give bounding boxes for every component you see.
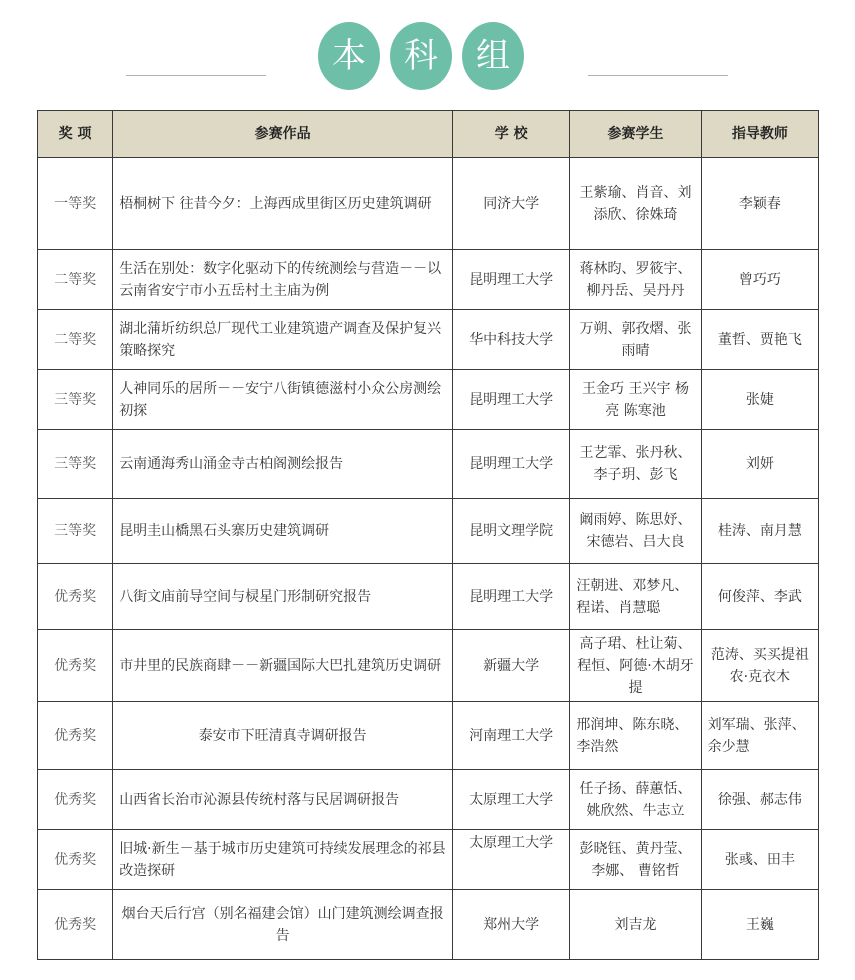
students-cell: 高子珺、杜让菊、程恒、阿德·木胡牙提 (570, 630, 701, 702)
table-row (38, 564, 819, 630)
col-header-school: 学 校 (453, 111, 570, 158)
table-row (38, 158, 819, 250)
table-row (38, 890, 819, 960)
awards-table (37, 110, 819, 960)
award-cell: 优秀奖 (38, 630, 113, 702)
award-cell: 优秀奖 (38, 770, 113, 830)
teacher-cell: 董哲、贾艳飞 (701, 310, 818, 370)
students-cell: 王紫瑜、肖音、刘添欣、徐姝琦 (570, 158, 701, 250)
students-cell: 王金巧 王兴宇 杨亮 陈寒池 (570, 370, 701, 430)
school-cell: 昆明文理学院 (453, 499, 570, 564)
table-row (38, 310, 819, 370)
work-cell: 人神同乐的居所－－安宁八街镇德滋村小众公房测绘初探 (113, 370, 453, 430)
school-cell: 新疆大学 (453, 630, 570, 702)
teacher-cell: 桂涛、南月慧 (701, 499, 818, 564)
teacher-cell: 范涛、买买提祖农·克衣木 (701, 630, 818, 702)
col-header-students: 参赛学生 (570, 111, 701, 158)
award-cell: 优秀奖 (38, 564, 113, 630)
school-cell: 郑州大学 (453, 890, 570, 960)
school-cell: 昆明理工大学 (453, 564, 570, 630)
table-row (38, 499, 819, 564)
students-cell: 万朔、郭孜熠、张雨晴 (570, 310, 701, 370)
work-cell: 泰安市下旺清真寺调研报告 (113, 702, 453, 770)
students-cell: 汪朝进、邓梦凡、程诺、肖慧聪 (570, 564, 701, 630)
work-cell: 八街文庙前导空间与棂星门形制研究报告 (113, 564, 453, 630)
title-divider-left (126, 75, 266, 76)
school-cell: 太原理工大学 (453, 770, 570, 830)
school-cell: 昆明理工大学 (453, 250, 570, 310)
award-cell: 优秀奖 (38, 890, 113, 960)
students-cell: 阚雨婷、陈思妤、宋德岩、吕大良 (570, 499, 701, 564)
school-cell: 昆明理工大学 (453, 370, 570, 430)
students-cell: 王艺霏、张丹秋、李子玥、彭飞 (570, 430, 701, 499)
col-header-award: 奖 项 (38, 111, 113, 158)
title-badges (318, 22, 524, 90)
table-row (38, 770, 819, 830)
table-header-row (38, 111, 819, 158)
teacher-cell: 徐强、郝志伟 (701, 770, 818, 830)
teacher-cell: 张彧、田丰 (701, 830, 818, 890)
title-badge-3: 组 (462, 22, 524, 90)
work-cell: 山西省长治市沁源县传统村落与民居调研报告 (113, 770, 453, 830)
school-cell: 河南理工大学 (453, 702, 570, 770)
students-cell: 彭晓钰、黄丹莹、李娜、 曹铭哲 (570, 830, 701, 890)
work-cell: 梧桐树下 往昔今夕：上海西成里街区历史建筑调研 (113, 158, 453, 250)
work-cell: 云南通海秀山涌金寺古柏阁测绘报告 (113, 430, 453, 499)
award-cell: 三等奖 (38, 370, 113, 430)
teacher-cell: 刘妍 (701, 430, 818, 499)
work-cell: 旧城·新生－基于城市历史建筑可持续发展理念的祁县改造探研 (113, 830, 453, 890)
students-cell: 邢润坤、陈东晓、李浩然 (570, 702, 701, 770)
teacher-cell: 何俊萍、李武 (701, 564, 818, 630)
award-cell: 二等奖 (38, 250, 113, 310)
section-title (0, 22, 855, 92)
award-cell: 一等奖 (38, 158, 113, 250)
table-row (38, 630, 819, 702)
teacher-cell: 张婕 (701, 370, 818, 430)
school-cell: 太原理工大学 (453, 830, 570, 890)
school-cell: 同济大学 (453, 158, 570, 250)
students-cell: 蒋林昀、罗筱宇、柳丹岳、吴丹丹 (570, 250, 701, 310)
work-cell: 昆明圭山橋黑石头寨历史建筑调研 (113, 499, 453, 564)
school-cell: 昆明理工大学 (453, 430, 570, 499)
col-header-teacher: 指导教师 (701, 111, 818, 158)
award-cell: 优秀奖 (38, 830, 113, 890)
title-divider-right (588, 75, 728, 76)
award-cell: 三等奖 (38, 430, 113, 499)
teacher-cell: 刘军瑞、张萍、余少慧 (701, 702, 818, 770)
title-badge-2: 科 (390, 22, 452, 90)
table-row (38, 370, 819, 430)
work-cell: 生活在别处：数字化驱动下的传统测绘与营造－－以云南省安宁市小五岳村土主庙为例 (113, 250, 453, 310)
teacher-cell: 曾巧巧 (701, 250, 818, 310)
table-row (38, 430, 819, 499)
table-row (38, 250, 819, 310)
award-cell: 优秀奖 (38, 702, 113, 770)
work-cell: 市井里的民族商肆－－新疆国际大巴扎建筑历史调研 (113, 630, 453, 702)
title-badge-1: 本 (318, 22, 380, 90)
school-cell: 华中科技大学 (453, 310, 570, 370)
students-cell: 刘吉龙 (570, 890, 701, 960)
students-cell: 任子扬、薛蕙恬、姚欣然、牛志立 (570, 770, 701, 830)
teacher-cell: 王巍 (701, 890, 818, 960)
award-cell: 三等奖 (38, 499, 113, 564)
table-row (38, 702, 819, 770)
col-header-work: 参赛作品 (113, 111, 453, 158)
teacher-cell: 李颖春 (701, 158, 818, 250)
work-cell: 湖北蒲圻纺织总厂现代工业建筑遗产调查及保护复兴策略探究 (113, 310, 453, 370)
table-row (38, 830, 819, 890)
work-cell: 烟台天后行宫（别名福建会馆）山门建筑测绘调查报告 (113, 890, 453, 960)
award-cell: 二等奖 (38, 310, 113, 370)
